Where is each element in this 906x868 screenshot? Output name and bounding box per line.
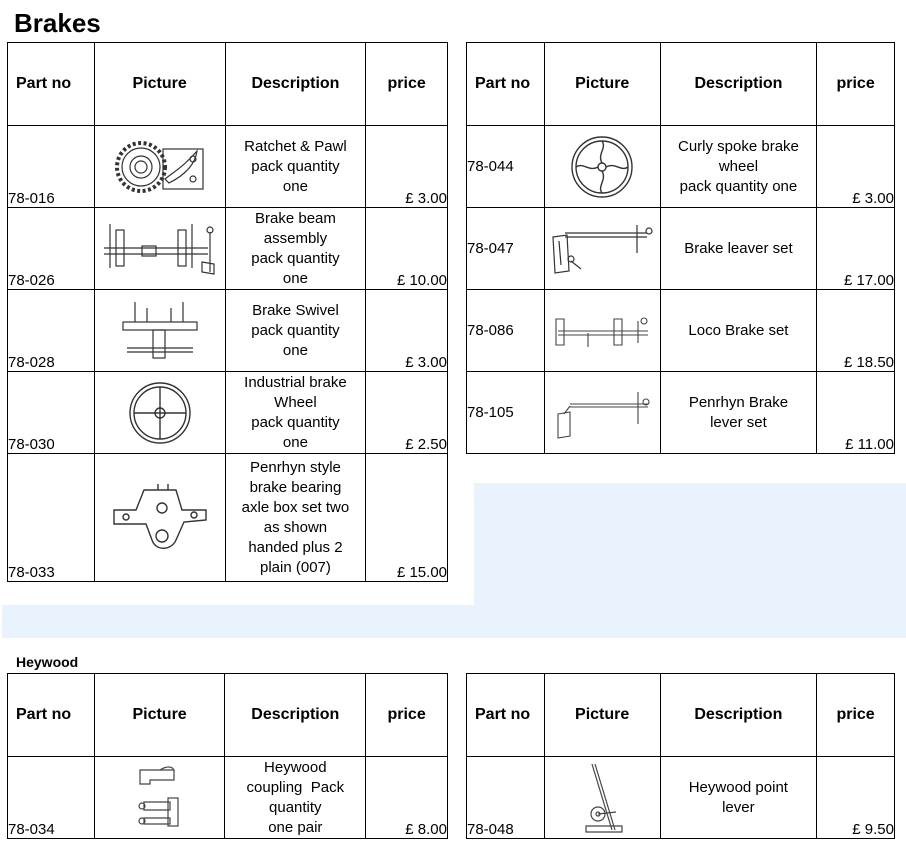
header-picture: Picture <box>544 43 660 126</box>
product-description <box>225 757 366 839</box>
brake-lever-icon <box>547 217 657 281</box>
header-part-no: Part no <box>467 674 545 757</box>
product-description <box>660 372 817 454</box>
product-description <box>225 290 366 372</box>
table-row <box>8 372 448 454</box>
description-line: axle box set two <box>241 498 350 516</box>
header-description: Description <box>660 674 817 757</box>
table-row <box>467 372 895 454</box>
product-description <box>660 208 817 290</box>
product-picture <box>544 372 660 454</box>
product-picture <box>94 290 225 372</box>
table-header-row <box>467 674 895 757</box>
description-line: quantity <box>269 798 322 816</box>
product-description <box>660 126 817 208</box>
price: £ 3.00 <box>366 290 448 372</box>
product-picture <box>544 208 660 290</box>
price: £ 8.00 <box>366 757 448 839</box>
penrhyn-lever-icon <box>550 384 654 442</box>
description-line: plain (007) <box>260 558 331 576</box>
page-title: Brakes <box>14 8 101 38</box>
description-line: Industrial brake <box>244 373 347 391</box>
header-price: price <box>366 43 448 126</box>
brake-wheel-icon <box>125 378 195 448</box>
brakes-table-left <box>7 42 448 582</box>
background-band-upper <box>474 483 906 605</box>
header-part-no: Part no <box>8 674 95 757</box>
description-line: assembly <box>263 229 328 247</box>
heywood-table-right <box>466 673 895 839</box>
product-picture <box>94 372 225 454</box>
description-line: Ratchet & Pawl <box>244 137 347 155</box>
part-number: 78-034 <box>8 757 95 839</box>
description-line: Penrhyn style <box>250 458 341 476</box>
product-description <box>225 454 366 582</box>
description-line: brake bearing <box>249 478 342 496</box>
price: £ 3.00 <box>817 126 895 208</box>
description-line: handed plus 2 <box>248 538 343 556</box>
header-price: price <box>817 674 895 757</box>
brake-beam-icon <box>98 218 222 280</box>
header-description: Description <box>225 43 366 126</box>
point-lever-icon <box>572 760 632 836</box>
part-number: 78-086 <box>467 290 545 372</box>
table-row <box>467 757 895 839</box>
price: £ 10.00 <box>366 208 448 290</box>
part-number: 78-026 <box>8 208 95 290</box>
price: £ 15.00 <box>366 454 448 582</box>
product-picture <box>544 290 660 372</box>
heywood-table-left <box>7 673 448 839</box>
header-picture: Picture <box>94 43 225 126</box>
table-row <box>467 208 895 290</box>
description-line: pack quantity <box>251 321 340 339</box>
part-number: 78-016 <box>8 126 95 208</box>
header-description: Description <box>660 43 817 126</box>
part-number: 78-028 <box>8 290 95 372</box>
description-line: wheel <box>718 157 759 175</box>
table-header-row <box>8 674 448 757</box>
header-description: Description <box>225 674 366 757</box>
header-price: price <box>366 674 448 757</box>
product-picture <box>544 757 660 839</box>
header-price: price <box>817 43 895 126</box>
ratchet-pawl-icon <box>111 131 209 203</box>
description-line: one <box>282 177 308 195</box>
part-number: 78-105 <box>467 372 545 454</box>
table-row <box>8 454 448 582</box>
part-number: 78-044 <box>467 126 545 208</box>
background-band-lower <box>2 605 906 638</box>
table-row <box>8 126 448 208</box>
price: £ 17.00 <box>817 208 895 290</box>
description-line: Heywood point <box>688 778 788 796</box>
product-picture <box>94 454 225 582</box>
description-line: Heywood <box>264 758 327 776</box>
table-row <box>467 290 895 372</box>
section-title-heywood: Heywood <box>16 654 79 670</box>
brake-swivel-icon <box>117 296 203 366</box>
product-description <box>225 208 366 290</box>
product-description <box>660 290 817 372</box>
description-line: pack quantity <box>251 249 340 267</box>
part-number: 78-048 <box>467 757 545 839</box>
product-description <box>225 372 366 454</box>
price: £ 2.50 <box>366 372 448 454</box>
axle-box-icon <box>106 480 214 556</box>
product-picture <box>94 208 225 290</box>
description-line: pack quantity one <box>679 177 798 195</box>
price: £ 9.50 <box>817 757 895 839</box>
description-line: Brake beam <box>255 209 336 227</box>
price: £ 11.00 <box>817 372 895 454</box>
header-part-no: Part no <box>8 43 95 126</box>
table-header-row <box>8 43 448 126</box>
description-line: lever set <box>710 413 767 431</box>
description-line: coupling Pack <box>246 778 345 796</box>
part-number: 78-033 <box>8 454 95 582</box>
price: £ 18.50 <box>817 290 895 372</box>
table-row <box>467 126 895 208</box>
header-part-no: Part no <box>467 43 545 126</box>
price: £ 3.00 <box>366 126 448 208</box>
product-picture <box>94 757 225 839</box>
description-line: lever <box>722 798 755 816</box>
description-line: as shown <box>263 518 328 536</box>
description-line: Loco Brake set <box>688 321 789 339</box>
table-header-row <box>467 43 895 126</box>
part-number: 78-030 <box>8 372 95 454</box>
product-description <box>660 757 817 839</box>
description-line: pack quantity <box>251 157 340 175</box>
table-row <box>8 757 448 839</box>
product-picture <box>94 126 225 208</box>
table-row <box>8 290 448 372</box>
header-picture: Picture <box>94 674 225 757</box>
product-picture <box>544 126 660 208</box>
product-description <box>225 126 366 208</box>
loco-brake-icon <box>548 307 656 355</box>
description-line: Wheel <box>274 393 317 411</box>
brakes-table-right <box>466 42 895 454</box>
description-line: Brake leaver set <box>684 239 793 257</box>
description-line: Penrhyn Brake <box>688 393 789 411</box>
curly-spoke-wheel-icon <box>567 132 637 202</box>
description-line: one <box>282 341 308 359</box>
description-line: pack quantity <box>251 413 340 431</box>
header-picture: Picture <box>544 674 660 757</box>
description-line: one pair <box>268 818 323 836</box>
description-line: Curly spoke brake <box>678 137 799 155</box>
heywood-coupling-icon <box>130 762 190 834</box>
part-number: 78-047 <box>467 208 545 290</box>
description-line: one <box>282 433 308 451</box>
description-line: Brake Swivel <box>252 301 339 319</box>
description-line: one <box>282 269 308 287</box>
table-row <box>8 208 448 290</box>
